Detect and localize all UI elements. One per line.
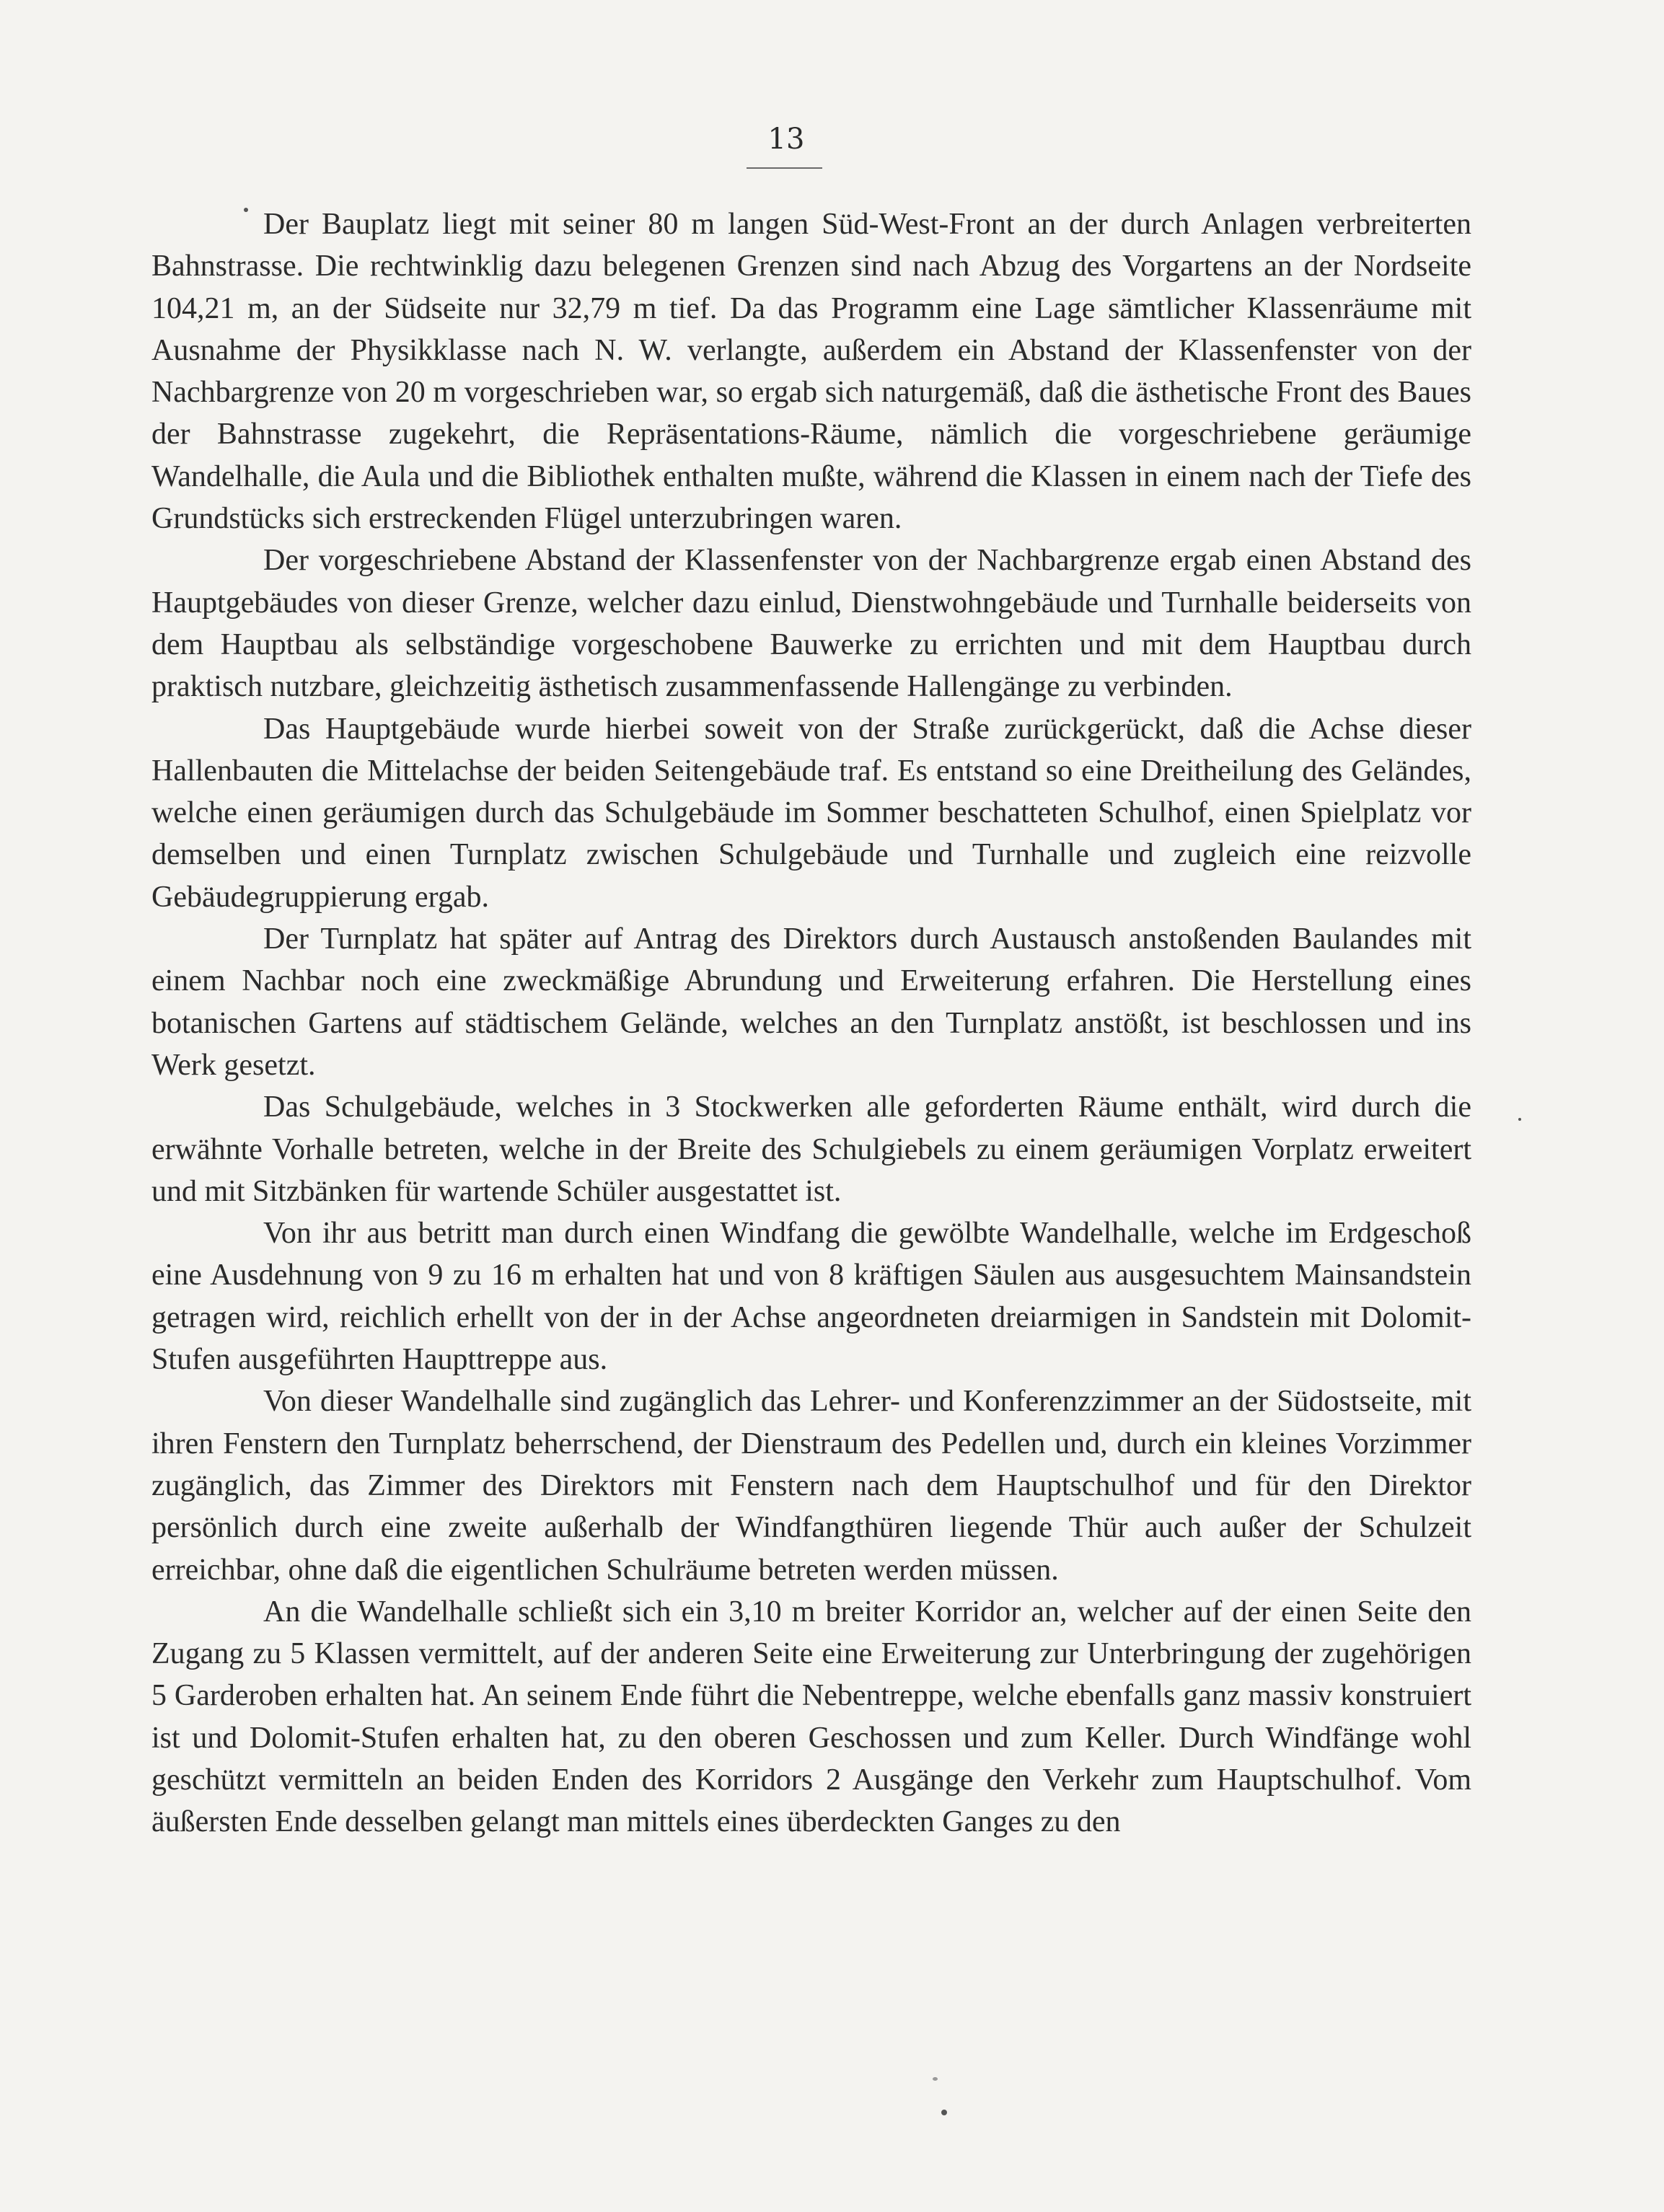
paragraph-bauplatz: Der Bauplatz liegt mit seiner 80 m langen Süd-West-Front an der durch Anlagen verbreiterten Bahnstrasse. Die rechtwinklig dazu belegenen Grenzen sind nach Abzug des Vorgartens an der Nordseite 104,21 m, an der Südseite nur 32,79 m tief. Da das Programm eine Lage sämtlicher Klassenräume mit Ausnahme der Physikklasse nach N. W. verlangte, außerdem ein Abstand der Klassenfenster von der Nachbargrenze von 20 m vorgeschrieben war, so ergab sich naturgemäß, daß die ästhetische Front des Baues der Bahnstrasse zugekehrt, die Repräsentations-Räume, nämlich die vorgeschriebene geräumige Wandelhalle, die Aula und die Bibliothek enthalten mußte, während die Klassen in einem nach der Tiefe des Grundstücks sich erstreckenden Flügel unterzubringen waren. (151, 208, 1471, 536)
scan-speck (941, 2110, 947, 2115)
paragraph-zimmer: Von dieser Wandelhalle sind zugänglich das Lehrer- und Konferenzzimmer an der Südostseite, mit ihren Fenstern den Turnplatz beherrschend, der Dienstraum des Pedellen und, durch ein kleines Vorzimmer zugänglich, das Zimmer des Direktors mit Fenstern nach dem Hauptschulhof und für den Direktor persönlich durch eine zweite außerhalb der Windfangthüren liegende Thür auch außer der Schulzeit erreichbar, ohne daß die eigentlichen Schulräume betreten werden müssen. (151, 1385, 1471, 1587)
paragraph-turnplatz: Der Turnplatz hat später auf Antrag des Direktors durch Austausch anstoßenden Baulandes mit einem Nachbar noch eine zweckmäßige Abrundung und Erweiterung erfahren. Die Herstellung eines botanischen Gartens auf städtischem Gelände, welches an den Turnplatz anstößt, ist beschlossen und ins Werk gesetzt. (151, 922, 1471, 1082)
paragraph-hauptgebaeude: Das Hauptgebäude wurde hierbei soweit von der Straße zurückgerückt, daß die Achse dieser Hallenbauten die Mittelachse der beiden Seitengebäude traf. Es entstand so eine Dreitheilung des Geländes, welche einen geräumigen durch das Schulgebäude im Sommer beschatteten Schulhof, einen Spielplatz vor demselben und einen Turnplatz zwischen Schulgebäude und Turnhalle und zugleich eine reizvolle Gebäudegruppierung ergab. (151, 712, 1471, 914)
page-number-rule (747, 167, 822, 169)
scan-speck (244, 208, 248, 212)
body-text (151, 203, 1471, 1843)
scan-speck (933, 2077, 938, 2081)
scan-speck (1518, 1118, 1521, 1121)
paragraph-korridor: An die Wandelhalle schließt sich ein 3,10 m breiter Korridor an, welcher auf der einen Seite den Zugang zu 5 Klassen vermittelt, auf der anderen Seite eine Erweiterung zur Unterbringung der zugehörigen 5 Garderoben erhalten hat. An seinem Ende führt die Nebentreppe, welche ebenfalls ganz massiv konstruiert ist und Dolomit-Stufen erhalten hat, zu den oberen Geschossen und zum Keller. Durch Windfänge wohl geschützt vermitteln an beiden Enden des Korridors 2 Ausgänge den Verkehr zum Hauptschulhof. Vom äußersten Ende desselben gelangt man mittels eines überdeckten Ganges zu den (151, 1595, 1471, 1839)
page-number: 13 (767, 123, 805, 156)
paragraph-abstand: Der vorgeschriebene Abstand der Klassenfenster von der Nachbargrenze ergab einen Abstand des Hauptgebäudes von dieser Grenze, welcher dazu einlud, Dienstwohngebäude und Turnhalle beiderseits von dem Hauptbau als selbständige vorgeschobene Bauwerke zu errichten und mit dem Hauptbau durch praktisch nutzbare, gleichzeitig ästhetisch zusammenfassende Hallengänge zu verbinden. (151, 544, 1471, 704)
paragraph-schulgebaeude: Das Schulgebäude, welches in 3 Stockwerken alle geforderten Räume enthält, wird durch die erwähnte Vorhalle betreten, welche in der Breite des Schulgiebels zu einem geräumigen Vorplatz erweitert und mit Sitzbänken für wartende Schüler ausgestattet ist. (151, 1090, 1471, 1208)
paragraph-wandelhalle: Von ihr aus betritt man durch einen Windfang die gewölbte Wandelhalle, welche im Erdgeschoß eine Ausdehnung von 9 zu 16 m erhalten hat und von 8 kräftigen Säulen aus ausgesuchtem Mainsandstein getragen wird, reichlich erhellt von der in der Achse angeordneten dreiarmigen in Sandstein mit Dolomit-Stufen ausgeführten Haupttreppe aus. (151, 1217, 1471, 1377)
